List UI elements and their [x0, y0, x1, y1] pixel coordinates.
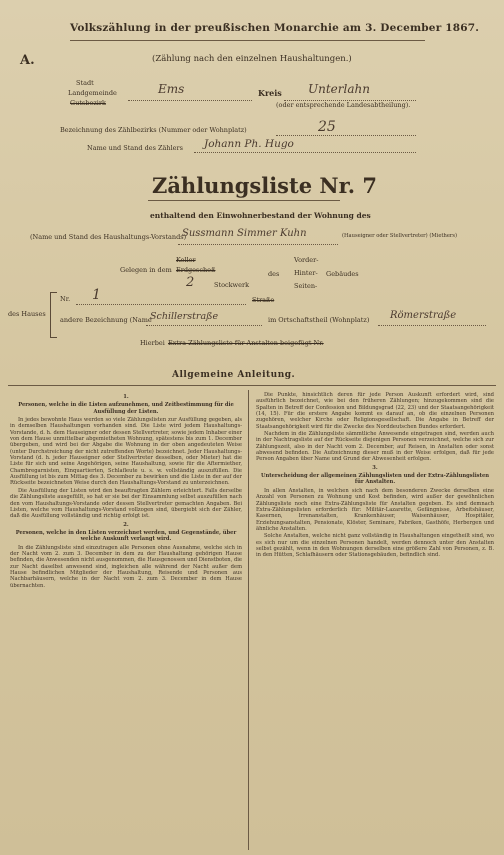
eigen-label: (Hauseigner oder Stellvertreter) (Miethers)	[342, 233, 458, 239]
nr-label: Nr.	[60, 295, 71, 303]
section-heading: 2.	[123, 521, 129, 528]
instruction-paragraph: Die Ausfüllung der Listen wird den beauftragten Zählern erleichtert. Falls derselbe die Zählungsliste ausgefüllt, so hat er sie bei der Einsammlung selbst auszufüllen nach den vom Haushaltungs-Vorstande oder dessen Stellvertreter gemachten Angaben. Bei Listen, welche vom Haushaltungs-Vorstand vollzogen sind, übergiebt sich der Zähler, daß die Ausfüllung vollständig und richtig erfolgt ist.	[10, 487, 242, 520]
section-heading: Personen, welche in die Listen aufzunehmen, und Zeitbestimmung für die Ausfüllung der Listen.	[18, 402, 234, 415]
des-hauses-label: des Hauses	[8, 310, 46, 318]
andere-field-value[interactable]: Schillerstraße	[150, 311, 219, 322]
hinter-label: Hinter-	[294, 269, 318, 277]
stockwerk-label: Stockwerk	[214, 281, 250, 289]
instruction-paragraph: In die Zählungsliste sind einzutragen alle Personen ohne Ausnahme, welche sich in der Nacht vom 2. zum 3. December in dem zu der Haushaltung gehörigen Hause befinden, die Anwesenden nicht ausgenommen, die Hausgenossen und Dienstboten, die zur Nacht daselbst anwesend sind, ingleichen alle während der Nacht außer dem Hause befindlichen Mitglieder der Haushaltung, Reisende und Personen aus Nachbarhäusern, welche in der Nacht vom 2. zum 3. December in dem Hause übernachten.	[10, 544, 242, 589]
zaehler-field-value[interactable]: Johann Ph. Hugo	[204, 138, 294, 150]
corner-letter: A.	[20, 53, 35, 68]
instructions-heading: Allgemeine Anleitung.	[172, 370, 296, 380]
gelegen-label: Gelegen in dem	[120, 266, 172, 274]
des-label: des	[268, 270, 280, 278]
erdgeschoss-label: Erdgeschoß	[176, 266, 216, 274]
landgemeinde-label: Landgemeinde	[68, 89, 117, 97]
list-contents-label: enthaltend den Einwohnerbestand der Wohnung des	[150, 211, 371, 220]
form-subtitle: (Zählung nach den einzelnen Haushaltungen.)	[152, 54, 352, 64]
instructions-left-column	[10, 392, 242, 850]
haushalt-field-value[interactable]: Sussmann Simmer Kuhn	[182, 228, 307, 239]
list-title: Zählungsliste Nr. 7	[152, 173, 377, 198]
gutsbezirk-label: Gutsbezirk	[70, 99, 106, 107]
zaehler-label: Name und Stand des Zählers	[87, 144, 183, 152]
instructions-right-column	[256, 392, 494, 850]
zaehlbezirk-field-value[interactable]: 25	[318, 119, 336, 135]
vorder-label: Vorder-	[294, 256, 319, 264]
section-heading: 3.	[372, 464, 378, 471]
stockwerk-field-value[interactable]: 2	[186, 275, 195, 290]
instruction-paragraph: In allen Anstalten, in welchen sich nach dem besonderen Zwecke derselben eine Anzahl von Personen zu Wohnung und Kost befinden, wird außer der gewöhnlichen Zählungsliste noch eine Extra-Zählungsliste für Anstalten gegeben. Es sind demnach Extra-Zählungslisten erforderlich für: Militär-Lazarette, Gefängnisse, Arbeitshäuser, Kasernen, Irrenanstalten, Krankenhäuser, Waisenhäuser, Hospitäler, Erziehungsanstalten, Pensionate, Klöster, Seminare, Fabriken, Gasthöfe, Herbergen und ähnliche Anstalten.	[256, 487, 494, 532]
gebaeude-label: Gebäudes	[326, 270, 359, 278]
place-field-value[interactable]: Ems	[158, 82, 185, 96]
nr-field-value[interactable]: 1	[92, 287, 101, 303]
form-title: Volkszählung in der preußischen Monarchie am 3. December 1867.	[70, 22, 480, 34]
kreis-label: Kreis	[258, 88, 282, 98]
theil-label: im Ortschaftstheil (Wohnplatz)	[268, 316, 370, 324]
kreis-note: (oder entsprechende Landesabtheilung).	[276, 101, 411, 109]
section-heading: Unterscheidung der allgemeinen Zählungslisten und der Extra-Zählungslisten für Anstalten.	[260, 473, 490, 486]
hierbei-label: Hierbei	[140, 339, 165, 347]
keller-label: Keller	[176, 256, 196, 264]
stadt-label: Stadt	[76, 79, 94, 87]
zaehlbezirk-label: Bezeichnung des Zählbezirks (Nummer oder Wohnplatz)	[60, 126, 247, 134]
extra-label: Extra-Zählungsliste für Anstalten beigefügt Nr.	[168, 339, 324, 347]
haushalt-label: (Name und Stand des Haushaltungs-Vorstands)	[30, 233, 187, 241]
instruction-paragraph: Nachdem in die Zählungsliste sämmtliche Anwesende eingetragen sind, werden auch in der Nachtragsliste auf der Rückseite diejenigen Personen verzeichnet, welche sich zur Zählungszeit, also in der Nacht vom 2. December, auf Reisen, in Anstalten oder sonst abwesend befinden. Die Aufzeichnung dieser muß in der Weise erfolgen, daß für jede Person Angaben über Name und Grund der Abwesenheit erfolgen.	[256, 431, 494, 463]
strasse-label: Straße	[252, 296, 275, 304]
kreis-field-value[interactable]: Unterlahn	[308, 82, 370, 96]
instruction-paragraph: Die Punkte, hinsichtlich deren für jede Person Auskunft erfordert wird, sind ausführlich bezeichnet, wie bei den früheren Zählungen; hinzugekommen sind die Spalten in Betreff der Confession und Bildungsgrad (22, 23) und der Staatsangehörigkeit (14, 15). Für die erstere Angabe kommt es darauf an, ob die einzelnen Personen zugehören, welcher Kirche oder Religionsgesellschaft. Die Angabe in Betreff der Staatsangehörigkeit wird für die Zwecke des Norddeutschen Bundes erfordert.	[256, 392, 494, 430]
instruction-paragraph: In jedes bewohnte Haus werden so viele Zählungslisten zur Ausfüllung gegeben, als in demselben Haushaltungen vorhanden sind. Die Liste wird jedem Haushaltungs-Vorstande, d. h. dem Hauseigner oder dessen Stellvertreter, sowie jedem Inhaber einer von dem Hause unmittelbar abgemietheten Wohnung, spätestens bis zum 1. December übergeben, und wird bei der Abgabe die Wohnung in der oben angedeuteten Weise (unter Durchstreichung der nicht zutreffenden Worte) bezeichnet. Jeder Haushaltungs-Vorstand (d. h. jeder Hauseigner oder Stellvertreter desselben, oder Mieter) hat die Liste für sich und seine Angehörigen, seine Haushaltung, sowie für die Aftermiether, Chambregarnisten, Einquartierten, Schlafleute u. s. w. vollständig auszufüllen. Die Ausfüllung ist bis zum Mittag des 3. December zu bewirken und die Liste in der auf der Rückseite bezeichneten Weise durch den Haushaltungs-Vorstand zu unterzeichnen.	[10, 417, 242, 487]
section-heading: Personen, welche in den Listen verzeichnet werden, und Gegenstände, über welche Auskunft verlangt wird.	[15, 529, 237, 543]
theil-field-value[interactable]: Römerstraße	[390, 310, 457, 321]
instruction-paragraph: Solche Anstalten, welche nicht ganz vollständig in Haushaltungen eingetheilt sind, wo es sich nur um die einzelnen Personen handelt, werden dennoch unter den Anstalten selbst gezählt, wenn in den Wohnungen derselben eine größere Zahl von Personen, z. B. in den Hütten, Schlafhäusern oder Stationsgebäuden, befindlich sind.	[256, 533, 494, 559]
andere-label: andere Bezeichnung (Name	[60, 316, 152, 324]
section-heading: 1.	[123, 394, 129, 400]
seiten-label: Seiten-	[294, 282, 318, 290]
